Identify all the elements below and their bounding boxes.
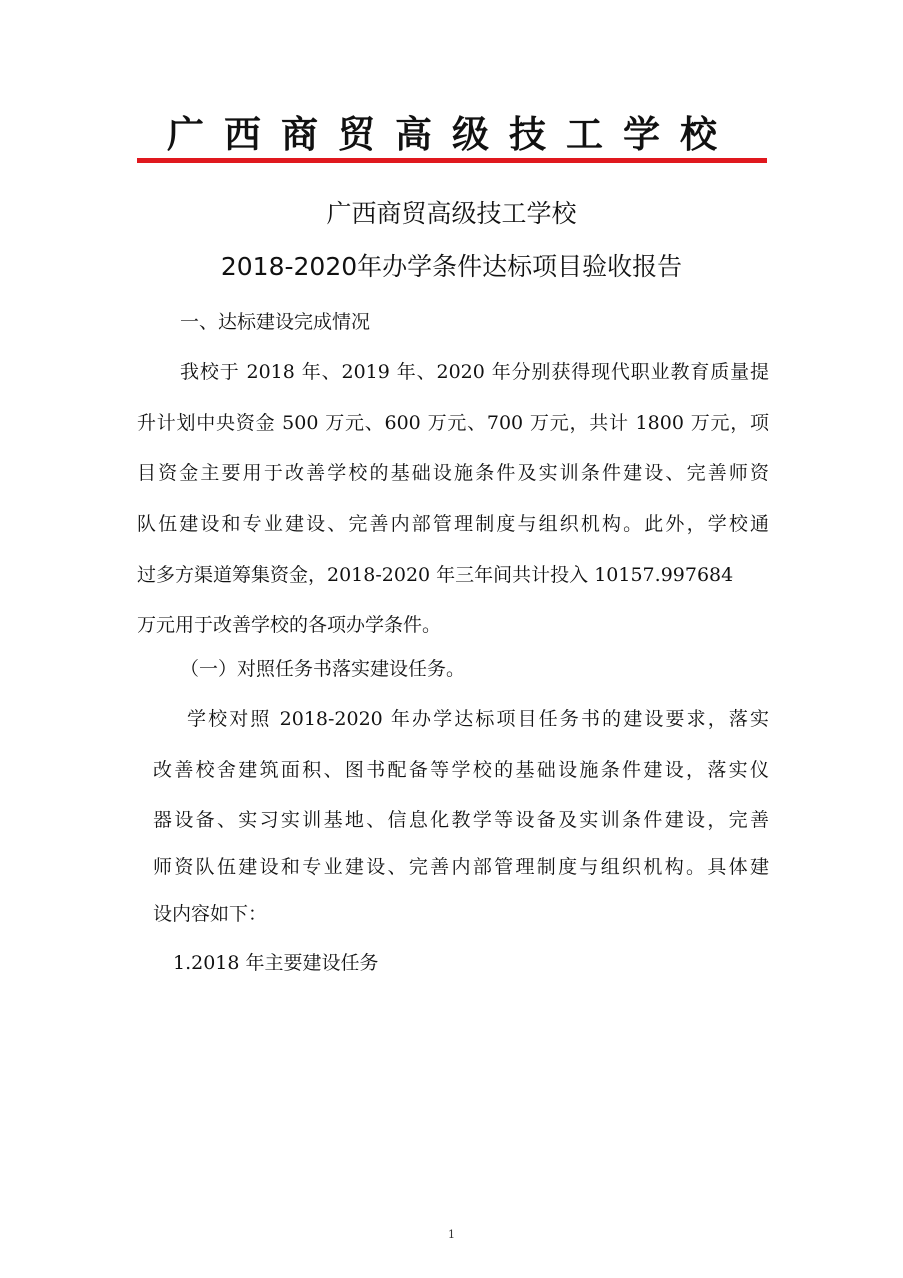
subsection-heading: （一）对照任务书落实建设任务。 <box>180 658 466 680</box>
paragraph-line: 改善校舍建筑面积、图书配备等学校的基础设施条件建设，落实仪 <box>153 759 769 781</box>
paragraph-line: 设内容如下： <box>153 903 268 925</box>
paragraph-line: 学校对照 2018-2020 年办学达标项目任务书的建设要求，落实 <box>187 708 769 730</box>
paragraph-line: 器设备、实习实训基地、信息化教学等设备及实训条件建设，完善 <box>153 809 769 831</box>
report-title-line-2: 2018-2020年办学条件达标项目验收报告 <box>220 252 683 281</box>
paragraph-line: 我校于 2018 年、2019 年、2020 年分别获得现代职业教育质量提 <box>180 361 769 383</box>
red-header-rule <box>137 158 767 163</box>
paragraph-line: 升计划中央资金 500 万元、600 万元、700 万元，共计 1800 万元，项 <box>137 412 769 434</box>
section-heading: 一、达标建设完成情况 <box>180 311 371 333</box>
paragraph-line: 目资金主要用于改善学校的基础设施条件及实训条件建设、完善师资 <box>137 462 769 484</box>
list-item: 1.2018 年主要建设任务 <box>173 952 379 974</box>
paragraph-line: 过多方渠道筹集资金，2018-2020 年三年间共计投入 10157.997684 <box>137 564 734 586</box>
report-title-line-1: 广西商贸高级技工学校 <box>326 199 577 228</box>
paragraph-line: 万元用于改善学校的各项办学条件。 <box>137 614 442 636</box>
paragraph-line: 队伍建设和专业建设、完善内部管理制度与组织机构。此外，学校通 <box>137 513 769 535</box>
paragraph-line: 师资队伍建设和专业建设、完善内部管理制度与组织机构。具体建 <box>153 856 769 878</box>
school-masthead: 广西商贸高级技工学校 <box>167 112 737 156</box>
page-number: 1 <box>448 1228 455 1241</box>
